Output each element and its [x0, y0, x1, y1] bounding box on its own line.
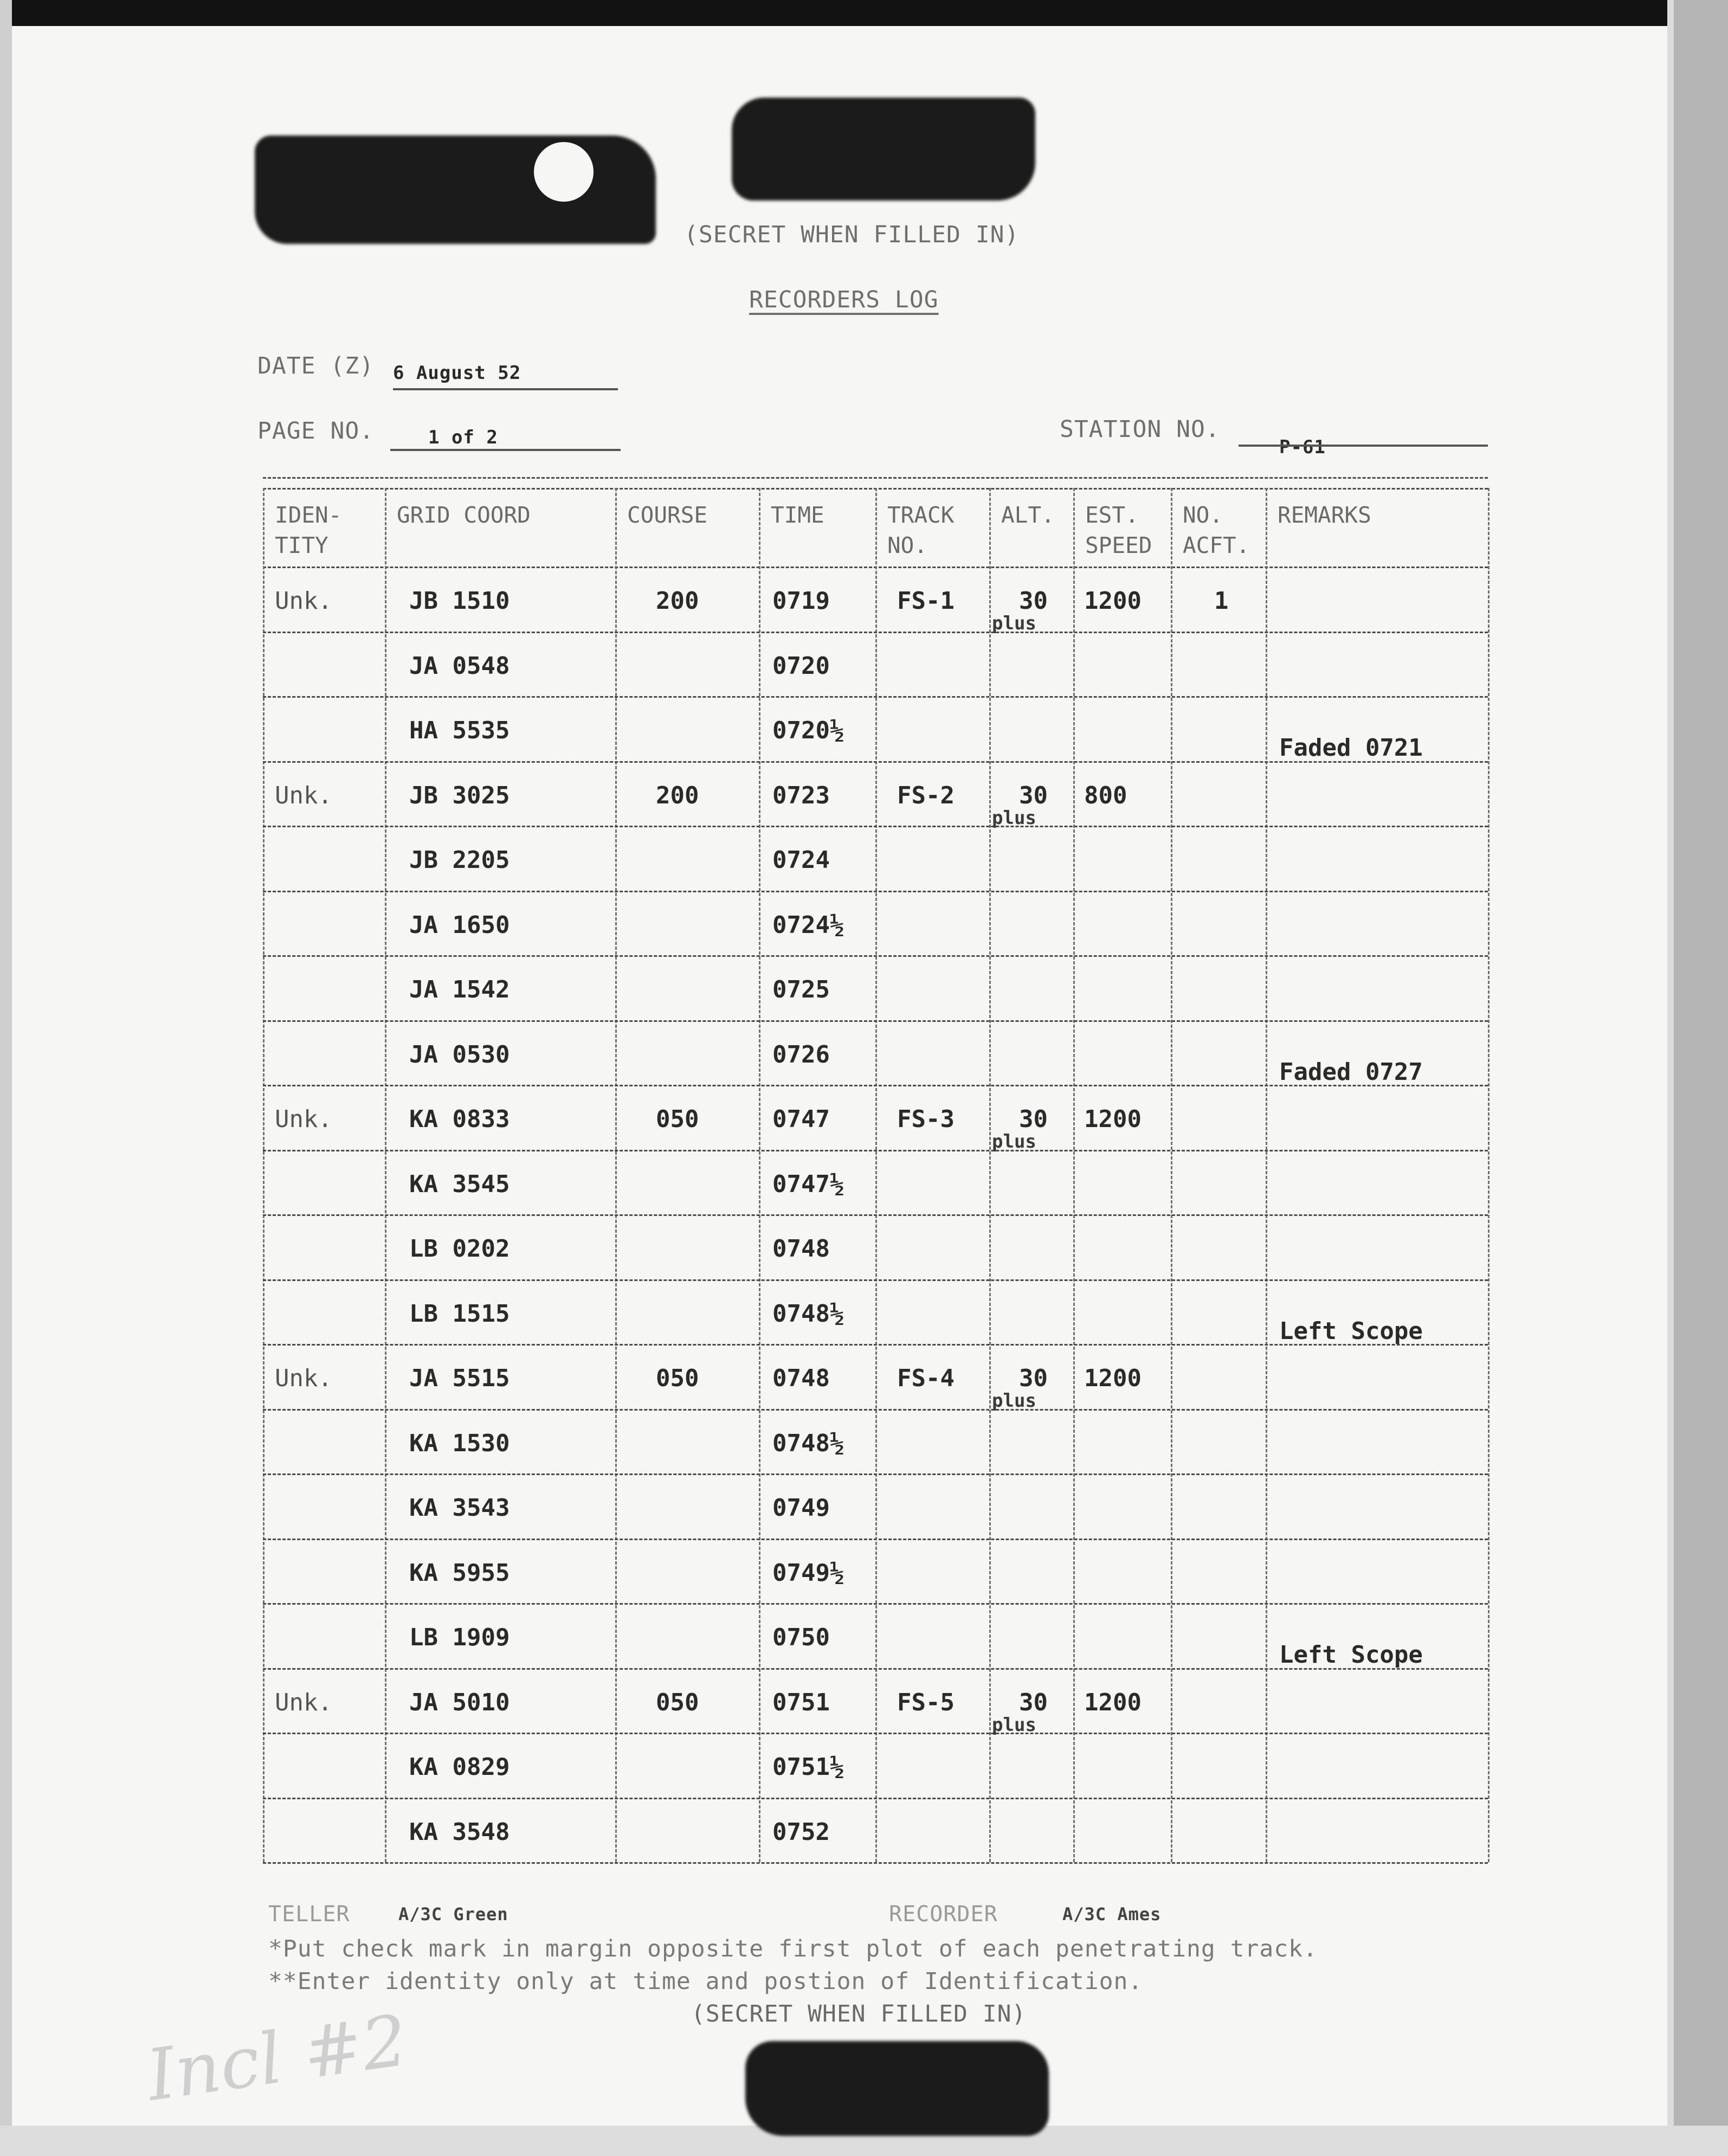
table-cell-grid: HA 5535: [409, 717, 510, 744]
column-header: IDEN- TITY: [275, 502, 342, 558]
table-cell-course: 200: [656, 587, 699, 615]
table-cell-course: 050: [656, 1365, 699, 1392]
table-cell-grid: KA 3543: [409, 1494, 510, 1522]
table-row-rule: [263, 1733, 1488, 1734]
table-cell-grid: JA 0548: [409, 652, 510, 680]
page-label: PAGE NO.: [257, 417, 375, 445]
scan-border-right: [1674, 0, 1728, 2156]
table-column-line: [989, 488, 991, 1862]
table-cell-alt-plus: plus: [992, 1714, 1036, 1736]
table-cell-time: 0748½: [772, 1429, 844, 1457]
footnote-identity: **Enter identity only at time and postion of Identification.: [268, 1968, 1143, 1995]
table-cell-grid: JA 1542: [409, 976, 510, 1003]
table-column-line: [263, 488, 265, 1862]
classification-redaction-right: [732, 98, 1035, 201]
table-cell-time: 0751: [772, 1688, 830, 1716]
punch-hole: [534, 142, 594, 202]
date-label: DATE (Z): [257, 352, 375, 379]
table-cell-grid: JA 1650: [409, 911, 510, 939]
table-column-line: [385, 488, 386, 1862]
station-label: STATION NO.: [1060, 416, 1220, 443]
classification-redaction-bottom: [745, 2041, 1049, 2136]
table-cell-time: 0747: [772, 1105, 830, 1133]
table-cell-grid: LB 0202: [409, 1235, 510, 1263]
table-column-line: [759, 488, 760, 1862]
column-header: COURSE: [627, 502, 708, 528]
table-column-line: [1266, 488, 1267, 1862]
table-cell-track: FS-2: [897, 781, 955, 809]
table-cell-alt-plus: plus: [992, 1390, 1036, 1412]
recorder-value: A/3C Ames: [1062, 1904, 1162, 1925]
table-row-rule: [263, 955, 1488, 957]
column-header: TIME: [771, 502, 824, 528]
table-cell-alt: 30: [1019, 1105, 1048, 1133]
table-cell-time: 0724½: [772, 911, 844, 939]
table-cell-remarks: Faded 0721: [1279, 734, 1423, 762]
table-cell-time: 0748: [772, 1365, 830, 1392]
teller-value: A/3C Green: [398, 1904, 508, 1925]
table-cell-time: 0747½: [772, 1170, 844, 1198]
table-row-rule: [263, 1150, 1488, 1151]
header-secret-note: (SECRET WHEN FILLED IN): [684, 221, 1020, 248]
table-cell-time: 0726: [772, 1040, 830, 1069]
table-cell-grid: KA 3548: [409, 1818, 510, 1846]
table-column-line: [1073, 488, 1075, 1862]
table-cell-grid: JB 3025: [409, 781, 510, 809]
table-cell-alt: 30: [1019, 1365, 1048, 1392]
table-column-line: [875, 488, 877, 1862]
table-cell-remarks: Left Scope: [1279, 1317, 1423, 1345]
table-cell-grid: KA 1530: [409, 1429, 510, 1457]
table-cell-alt-plus: plus: [992, 807, 1036, 829]
date-value: 6 August 52: [393, 362, 521, 384]
column-header: ALT.: [1001, 502, 1055, 528]
table-cell-remarks: Left Scope: [1279, 1641, 1423, 1669]
table-cell-grid: KA 3545: [409, 1170, 510, 1198]
column-header: EST. SPEED: [1085, 502, 1152, 558]
table-cell-grid: KA 0833: [409, 1105, 510, 1133]
table-cell-alt: 30: [1019, 1688, 1048, 1716]
table-row-rule: [263, 1798, 1488, 1799]
table-row-rule: [263, 1862, 1488, 1864]
table-row-rule: [263, 1473, 1488, 1475]
table-cell-course: 200: [656, 781, 699, 809]
table-row-rule: [263, 826, 1488, 827]
table-cell-time: 0725: [772, 976, 830, 1003]
table-cell-time: 0720½: [772, 717, 844, 744]
table-cell-speed: 1200: [1084, 1105, 1142, 1133]
table-cell-grid: JA 0530: [409, 1040, 510, 1069]
station-value: P-61: [1279, 436, 1326, 458]
column-header: NO. ACFT.: [1183, 502, 1250, 558]
scan-border-left: [0, 0, 12, 2156]
table-cell-time: 0748½: [772, 1299, 844, 1328]
table-row-rule: [263, 1603, 1488, 1605]
table-cell-alt-plus: plus: [992, 1131, 1036, 1153]
table-top-rule: [263, 477, 1488, 479]
footer-secret-note: (SECRET WHEN FILLED IN): [691, 2000, 1027, 2028]
form-title: RECORDERS LOG: [749, 286, 939, 313]
table-cell-time: 0752: [772, 1818, 830, 1846]
table-cell-time: 0723: [772, 781, 830, 809]
table-cell-alt: 30: [1019, 587, 1048, 615]
table-cell-course: 050: [656, 1105, 699, 1133]
table-cell-speed: 1200: [1084, 1365, 1142, 1392]
table-cell-track: FS-1: [897, 587, 955, 615]
table-cell-grid: LB 1909: [409, 1624, 510, 1651]
table-row-rule: [263, 696, 1488, 698]
table-cell-grid: KA 0829: [409, 1753, 510, 1781]
table-row-rule: [263, 1214, 1488, 1216]
table-cell-time: 0720: [772, 652, 830, 680]
table-row-rule: [263, 1020, 1488, 1022]
column-header: GRID COORD: [397, 502, 531, 528]
table-cell-track: FS-5: [897, 1688, 955, 1716]
column-header: TRACK NO.: [887, 502, 955, 558]
table-row-rule: [263, 632, 1488, 633]
table-cell-speed: 800: [1084, 781, 1127, 809]
footnote-check-mark: *Put check mark in margin opposite first plot of each penetrating track.: [268, 1935, 1318, 1962]
table-cell-grid: KA 5955: [409, 1559, 510, 1587]
table-cell-time: 0750: [772, 1624, 830, 1651]
table-cell-remarks: Faded 0727: [1279, 1058, 1423, 1086]
page-value: 1 of 2: [428, 427, 498, 448]
table-cell-time: 0751½: [772, 1753, 844, 1781]
scan-border-right-inner: [1667, 0, 1674, 2156]
table-cell-time: 0748: [772, 1235, 830, 1263]
table-cell-speed: 1200: [1084, 587, 1142, 615]
date-underline: [393, 388, 618, 390]
table-row-rule: [263, 1539, 1488, 1540]
classification-redaction-left: [255, 136, 656, 244]
recorder-label: RECORDER: [889, 1902, 998, 1927]
table-cell-identity: Unk.: [275, 781, 332, 809]
table-cell-course: 050: [656, 1688, 699, 1716]
table-cell-identity: Unk.: [275, 1365, 332, 1392]
table-cell-time: 0749½: [772, 1559, 844, 1587]
column-header: REMARKS: [1278, 502, 1371, 528]
table-cell-grid: JB 2205: [409, 846, 510, 874]
scan-border-top: [0, 0, 1728, 26]
table-cell-grid: LB 1515: [409, 1299, 510, 1328]
table-cell-grid: JA 5515: [409, 1365, 510, 1392]
table-cell-time: 0749: [772, 1494, 830, 1522]
table-cell-grid: JA 5010: [409, 1688, 510, 1716]
table-row-rule: [263, 891, 1488, 892]
table-cell-speed: 1200: [1084, 1688, 1142, 1716]
table-cell-time: 0719: [772, 587, 830, 615]
table-column-line: [1488, 488, 1490, 1862]
table-cell-track: FS-3: [897, 1105, 955, 1133]
table-cell-time: 0724: [772, 846, 830, 874]
table-cell-alt: 30: [1019, 781, 1048, 809]
station-underline: [1239, 445, 1488, 447]
table-row-rule: [263, 1409, 1488, 1411]
teller-label: TELLER: [268, 1902, 350, 1927]
table-row-rule: [263, 1279, 1488, 1281]
table-cell-identity: Unk.: [275, 1688, 332, 1716]
table-cell-grid: JB 1510: [409, 587, 510, 615]
table-cell-identity: Unk.: [275, 587, 332, 615]
pencil-annotation: Incl #2: [141, 1999, 412, 2117]
table-column-line: [615, 488, 617, 1862]
table-cell-track: FS-4: [897, 1365, 955, 1392]
table-cell-alt-plus: plus: [992, 613, 1036, 634]
table-cell-acft: 1: [1214, 587, 1229, 615]
table-cell-identity: Unk.: [275, 1105, 332, 1133]
table-column-line: [1171, 488, 1172, 1862]
page-underline: [390, 449, 621, 451]
